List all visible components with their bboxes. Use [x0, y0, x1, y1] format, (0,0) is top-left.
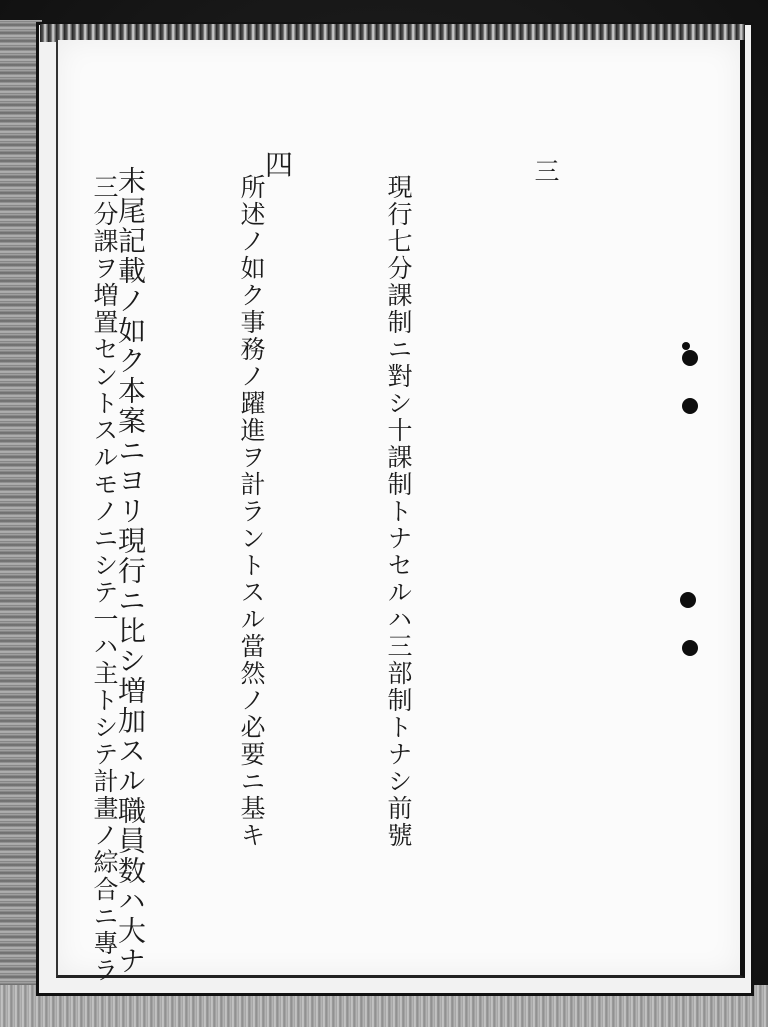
text-line: 末尾記載ノ如ク本案ニヨリ現行ニ比シ増加スル職員数ハ大ナ: [114, 166, 147, 976]
section-four-text: [0, 150, 400, 976]
binding-hole: [682, 398, 698, 414]
binding-hole: [682, 342, 690, 350]
section-numeral: 三: [531, 158, 560, 185]
text-line: 現行七分課制ニ對シ十課制トナセルハ三部制トナシ前號: [384, 174, 413, 849]
text-line: 三分課ヲ増置セントスルモノニシテ一ハ主トシテ計畫ノ綜合ニ專ラ: [90, 174, 119, 984]
binding-hole: [680, 592, 696, 608]
text-line: [0, 166, 8, 976]
text-line: 所述ノ如ク事務ノ躍進ヲ計ラントスル當然ノ必要ニ基キ: [237, 174, 266, 849]
binding-hole: [682, 350, 698, 366]
section-numeral: 四: [261, 150, 294, 180]
binding-hole: [682, 640, 698, 656]
